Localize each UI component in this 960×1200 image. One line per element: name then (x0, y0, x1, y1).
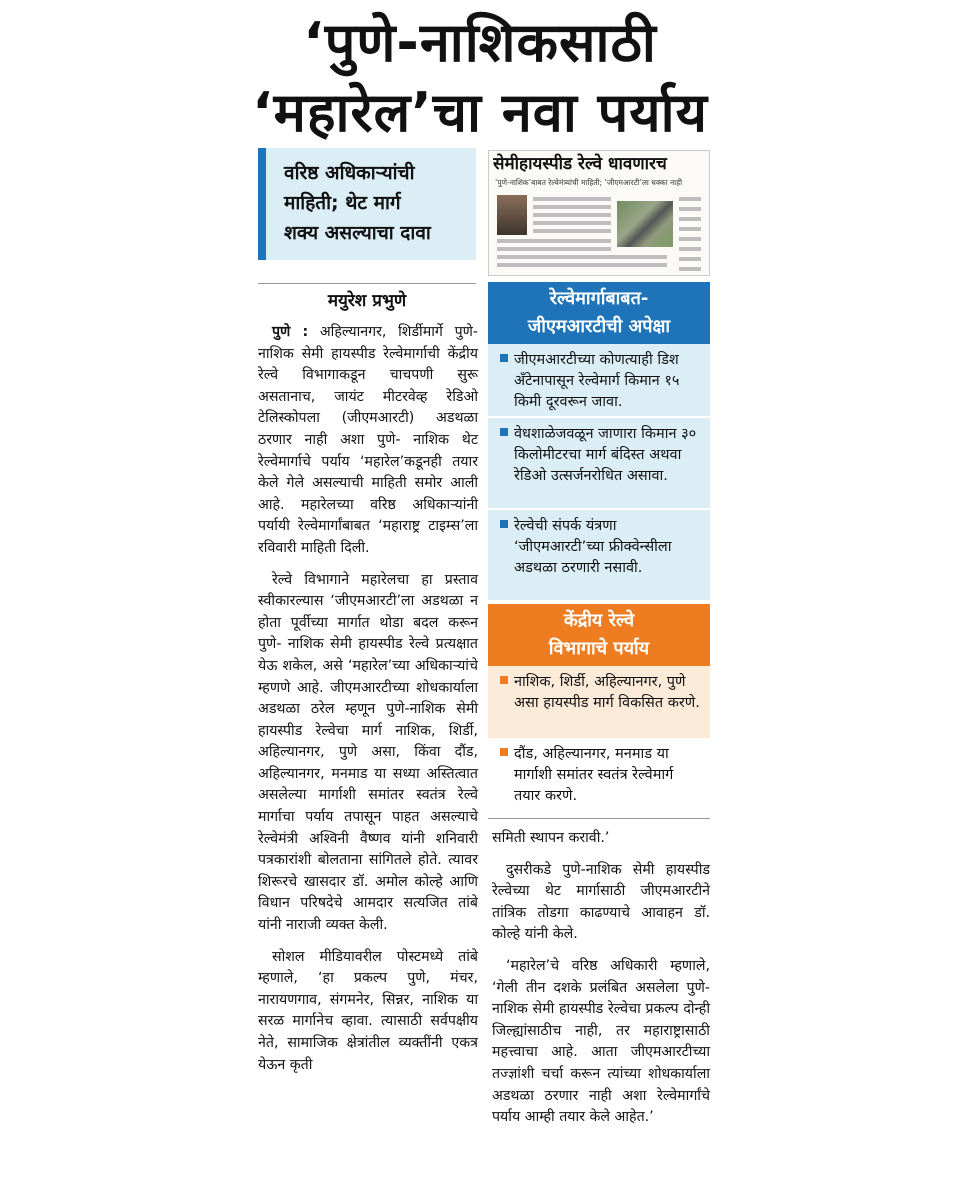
text-line-decoration (533, 229, 611, 233)
text-line-decoration (533, 221, 611, 225)
text-line-decoration (679, 237, 701, 241)
text-line-decoration (533, 197, 611, 201)
clipping-title: सेमीहायस्पीड रेल्वे धावणारच (493, 154, 667, 174)
gmrt-item-text: वेधशाळेजवळून जाणारा किमान ३० किलोमीटरचा मार्ग बंदिस्त अथवा रेडिओ उत्सर्जनरोधित असावा. (514, 426, 697, 484)
gmrt-expectation-item (488, 510, 710, 602)
text-line-decoration (679, 257, 701, 261)
headline-line-2: ‘महारेल’चा नवा पर्याय (252, 81, 708, 144)
text-line-decoration (497, 255, 667, 259)
subheading-deck (258, 148, 476, 260)
central-item-text: नाशिक, शिर्डी, अहिल्यानगर, पुणे असा हायस्पीड मार्ग विकसित करणे. (514, 674, 700, 711)
text-line-decoration (679, 267, 701, 271)
gmrt-item-text: रेल्वेची संपर्क यंत्रणा ‘जीएमआरटी’च्या फ्रीक्वेन्सीला अडथळा ठरणारी नसावी. (514, 518, 672, 576)
text-line-decoration (497, 263, 667, 267)
text-line-decoration (679, 207, 701, 211)
gmrt-expectation-item (488, 344, 710, 418)
divider (488, 818, 710, 819)
text-line-decoration (533, 205, 611, 209)
dateline: पुणे : (272, 324, 309, 340)
text-line-decoration (679, 197, 701, 201)
article-paragraph (258, 322, 478, 560)
text-line-decoration (679, 227, 701, 231)
article-paragraph: रेल्वे विभागाने महारेलचा हा प्रस्ताव स्वीकारल्यास ‘जीएमआरटी’ला अडथळा न होता पूर्वीच्या मार्गात थोडा बदल करून पुणे- नाशिक सेमी हायस्पीड रेल्वे प्रत्यक्षात येऊ शकेल, असे ‘महारेल’च्या अधिकाऱ्यांचे म्हणणे आहे. जीएमआरटीच्या शोधकार्याला अडथळा ठरेल म्हणून पुणे-नाशिक सेमी हायस्पीड रेल्वेचा मार्ग नाशिक, शिर्डी, अहिल्यानगर, पुणे असा, किंवा दौंड, अहिल्यानगर, मनमाड या सध्या अस्तित्वात असलेल्या मार्गाशी समांतर स्वतंत्र रेल्वे मार्गाचा पर्याय तपासून पाहत असल्याचे रेल्वेमंत्री अश्विनी वैष्णव यांनी शनिवारी पत्रकारांशी बोलताना सांगितले होते. त्यावर शिरूरचे खासदार डॉ. अमोल कोल्हे आणि विधान परिषदेचे आमदार सत्यजित तांबे यांनी नाराजी व्यक्त केली. (258, 571, 478, 934)
gmrt-heading-line-1: रेल्वेमार्गाबाबत- (549, 288, 649, 309)
text-line-decoration (497, 239, 611, 243)
gmrt-item-text: जीएमआरटीच्या कोणत्याही डिश अँटेनापासून रेल्वेमार्ग किमान १५ किमी दूरवरून जावा. (514, 352, 680, 410)
square-bullet-icon (500, 428, 508, 436)
central-heading-line-1: केंद्रीय रेल्वे (563, 610, 635, 631)
central-railway-options-heading (488, 604, 710, 666)
central-option-item (488, 666, 710, 738)
clipping-subtitle: ‘पुणे-नाशिक’बाबत रेल्वेमंत्र्यांची माहिती; ‘जीएमआरटी’ला धक्का नाही (495, 178, 683, 187)
square-bullet-icon (500, 354, 508, 362)
gmrt-expectation-item (488, 418, 710, 510)
central-heading-line-2: विभागाचे पर्याय (548, 638, 650, 659)
central-option-item (488, 738, 710, 814)
text-line-decoration (497, 247, 611, 251)
article-paragraph: ‘महारेल’चे वरिष्ठ अधिकारी म्हणाले, ‘गेली तीन दशके प्रलंबित असलेला पुणे- नाशिक सेमी हायस्पीड रेल्वेचा प्रकल्प दोन्ही जिल्ह्यांसाठीच नाही, तर महाराष्ट्रासाठी महत्त्वाचा आहे. आता जीएमआरटीच्या तज्ज्ञांशी चर्चा करून त्यांच्या शोधकार्याला अडथळा ठरणार नाही अशा रेल्वेमार्गांचे पर्याय आम्ही तयार केले आहेत.’ (492, 957, 710, 1126)
article-paragraph: सोशल मीडियावरील पोस्टमध्ये तांबे म्हणाले, ‘हा प्रकल्प पुणे, मंचर, नारायणगाव, संगमनेर, सिन्नर, नाशिक या सरळ मार्गानेच व्हावा. त्यासाठी सर्वपक्षीय नेते, सामाजिक क्षेत्रांतील व्यक्तींनी एकत्र येऊन कृती (258, 948, 478, 1073)
deck-line-1: वरिष्ठ अधिकाऱ्यांची (284, 162, 415, 184)
gmrt-expectations-heading (488, 282, 710, 344)
article-paragraph: समिती स्थापन करावी.’ (492, 830, 610, 846)
article-left-column (258, 322, 478, 1086)
railway-photo (617, 201, 673, 247)
headline (0, 8, 960, 148)
text-line-decoration (533, 213, 611, 217)
gmrt-heading-line-2: जीएमआरटीची अपेक्षा (527, 316, 671, 337)
newspaper-clipping-image (488, 150, 710, 276)
square-bullet-icon (500, 676, 508, 684)
text-line-decoration (679, 217, 701, 221)
square-bullet-icon (500, 520, 508, 528)
byline: मयुरेश प्रभुणे (258, 283, 476, 311)
article-paragraph: दुसरीकडे पुणे-नाशिक सेमी हायस्पीड रेल्वेच्या थेट मार्गासाठी जीएमआरटीने तांत्रिक तोडगा काढण्याचे आवाहन डॉ. कोल्हे यांनी केले. (492, 861, 710, 943)
person-photo (497, 195, 527, 235)
deck-line-2: माहिती; थेट मार्ग (284, 192, 401, 214)
square-bullet-icon (500, 748, 508, 756)
central-item-text: दौंड, अहिल्यानगर, मनमाड या मार्गाशी समांतर स्वतंत्र रेल्वेमार्ग तयार करणे. (514, 746, 674, 804)
paragraph-text: अहिल्यानगर, शिर्डीमार्गे पुणे- नाशिक सेमी हायस्पीड रेल्वेमार्गाची केंद्रीय रेल्वे विभागाकडून चाचपणी सुरू असतानाच, जायंट मीटरवेव्ह रेडिओ टेलिस्कोपला (जीएमआरटी) अडथळा ठरणार नाही अशा पुणे- नाशिक थेट रेल्वेमार्गाचे पर्याय ‘महारेल’कडूनही तयार केले गेले असल्याची माहिती समोर आली आहे. महारेलच्या वरिष्ठ अधिकाऱ्यांनी पर्यायी रेल्वेमार्गांबाबत ‘महाराष्ट्र टाइम्स’ला रविवारी माहिती दिली. (258, 324, 478, 556)
article-right-column (492, 828, 710, 1139)
deck-line-3: शक्य असल्याचा दावा (284, 222, 431, 244)
text-line-decoration (679, 247, 701, 251)
headline-line-1: ‘पुणे-नाशिकसाठी (303, 11, 657, 74)
